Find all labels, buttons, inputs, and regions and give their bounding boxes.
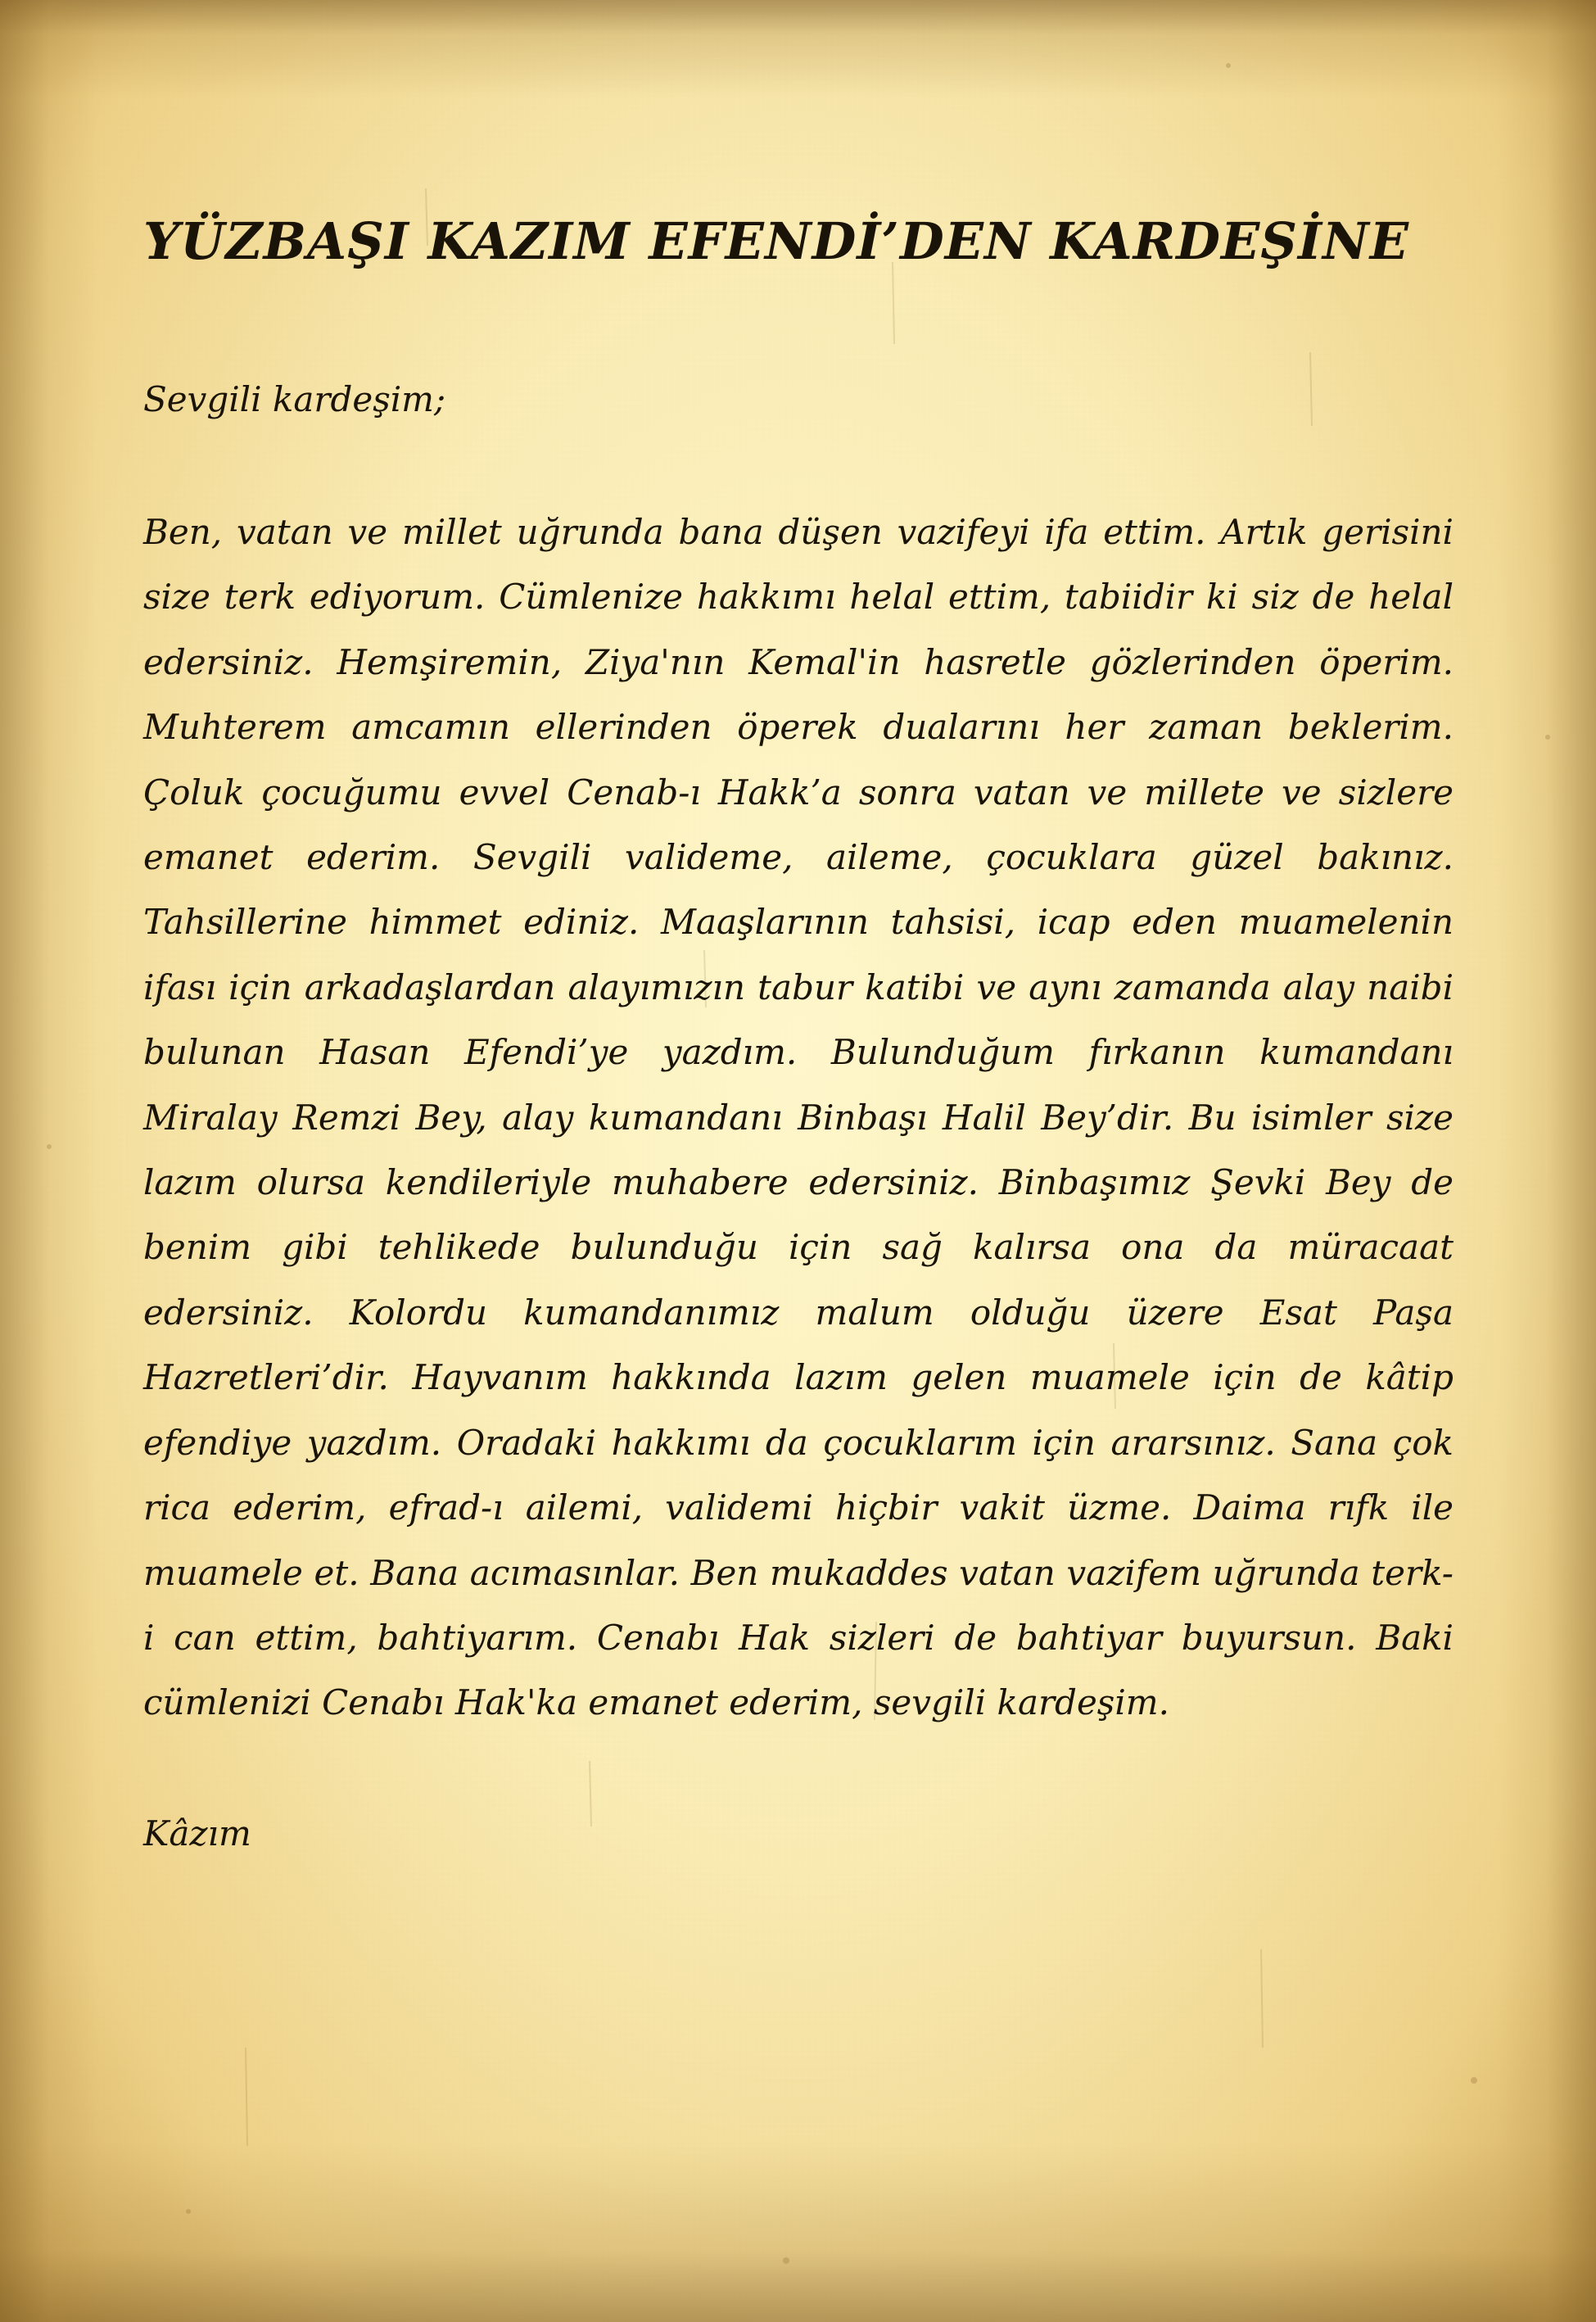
letter-signature: Kâzım bbox=[143, 1813, 251, 1854]
paper-edge-top bbox=[0, 0, 1596, 98]
paper-edge-bottom bbox=[0, 2142, 1596, 2322]
paper-edge-right bbox=[1498, 0, 1596, 2322]
letter-salutation: Sevgili kardeşim; bbox=[143, 379, 446, 419]
paper-edge-left bbox=[0, 0, 98, 2322]
letter bbox=[143, 197, 1454, 1867]
letter-body: Ben, vatan ve millet uğrunda bana düşen vazifeyi ifa ettim. Artık gerisini size terk ediyorum. Cümlenize hakkımı helal ettim, tabiidir ki siz de helal edersiniz. Hemşiremin, Ziya'nın Kemal'in hasretle gözlerinden öperim. Muhterem amcamın ellerinden öperek dualarını her zaman beklerim. Çoluk çocuğumu evvel Cenab-ı Hakk’a sonra vatan ve millete ve sizlere emanet ederim. Sevgili valideme, aileme, çocuklara güzel bakınız. Tahsillerine himmet ediniz. Maaşlarının tahsisi, icap eden muamelenin ifası için arkadaşlardan alayımızın tabur katibi ve aynı zamanda alay naibi bulunan Hasan Efendi’ye yazdım. Bulunduğum fırkanın kumandanı Miralay Remzi Bey, alay kumandanı Binbaşı Halil Bey’dir. Bu isimler size lazım olursa kendileriyle muhabere edersiniz. Binbaşımız Şevki Bey de benim gibi tehlikede bulunduğu için sağ kalırsa ona da müracaat edersiniz. Kolordu kumandanımız malum olduğu üzere Esat Paşa Hazretleri’dir. Hayvanım hakkında lazım gelen muamele için de kâtip efendiye yazdım. Oradaki hakkımı da çocuklarım için ararsınız. Sana çok rica ederim, efrad-ı ailemi, validemi hiçbir vakit üzme. Daima rıfk ile muamele et. Bana acımasınlar. Ben mukaddes vatan vazifem uğrunda terk-i can ettim, bahtiyarım. Cenabı Hak sizleri de bahtiyar buyursun. Baki cümlenizi Cenabı Hak'ka emanet ederim, sevgili kardeşim. bbox=[143, 512, 1454, 1723]
letter-title: YÜZBAŞI KAZIM EFENDİ’DEN KARDEŞİNE bbox=[143, 211, 1409, 271]
